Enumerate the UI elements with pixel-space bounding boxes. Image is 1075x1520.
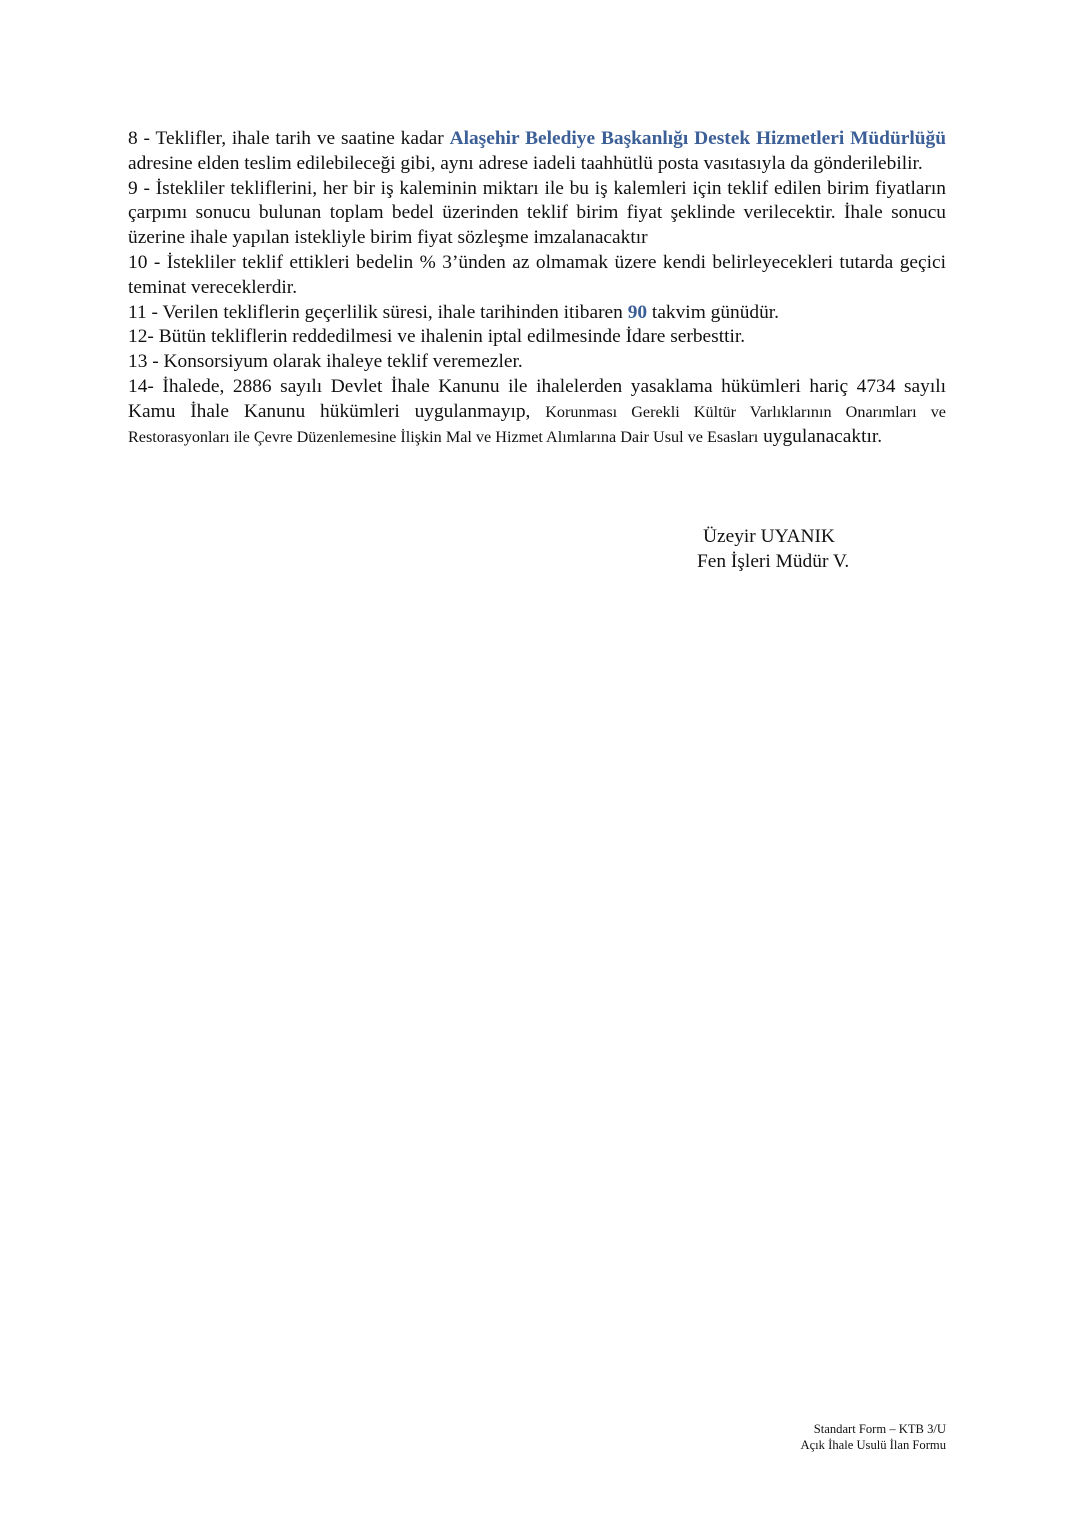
clause-11 <box>128 301 946 326</box>
clause-14 <box>128 375 946 449</box>
clause-13: 13 - Konsorsiyum olarak ihaleye teklif veremezler. <box>128 351 523 373</box>
clause-11-days-highlight: 90 <box>627 301 648 323</box>
footer-form-name: Açık İhale Usulü İlan Formu <box>800 1437 946 1452</box>
footer-form-code: Standart Form – KTB 3/U <box>813 1422 946 1436</box>
clause-11-text-before: 11 - Verilen tekliflerin geçerlilik süresi, ihale tarihinden itibaren <box>128 301 628 323</box>
clause-11-text-after: takvim günüdür. <box>647 301 780 323</box>
clause-14-regulation-name: Korunması Gerekli Kültür Varlıklarının Onarımları ve Restorasyonları ile Çevre Düzenlemesine İlişkin Mal ve Hizmet Alımlarına Dair Usul ve Esasları <box>128 402 946 446</box>
signature-block <box>697 525 849 575</box>
clause-12: 12- Bütün tekliflerin reddedilmesi ve ihalenin iptal edilmesinde İdare serbesttir. <box>128 326 746 348</box>
clause-8-text-before: 8 - Teklifler, ihale tarih ve saatine kadar <box>128 128 450 149</box>
clause-9: 9 - İstekliler tekliflerini, her bir iş kaleminin miktarı ile bu iş kalemleri için teklif edilen birim fiyatların çarpımı sonucu bulunan toplam bedel üzerinden teklif birim fiyat şeklinde verilecektir. İhale sonucu üzerine ihale yapılan istekliyle birim fiyat sözleşme imzalanacaktır <box>128 177 946 249</box>
clause-8 <box>128 127 946 177</box>
clause-8-text-after: adresine elden teslim edilebileceği gibi, aynı adrese iadeli taahhütlü posta vasıtasıyla da gönderilebilir. <box>128 152 923 174</box>
clause-10: 10 - İstekliler teklif ettikleri bedelin % 3’ünden az olmamak üzere kendi belirleyecekleri tutarda geçici teminat vereceklerdir. <box>128 251 946 298</box>
clause-14-text-after: uygulanacaktır. <box>758 425 883 447</box>
signatory-name: Üzeyir UYANIK <box>703 526 835 547</box>
document-body <box>128 127 946 449</box>
clause-14-text-before: 14- İhalede, 2886 sayılı Devlet İhale Kanunu ile ihalelerden yasaklama hükümleri hariç 4734 sayılı Kamu İhale Kanunu hükümleri uygulanmayıp, <box>128 375 946 422</box>
signatory-title: Fen İşleri Müdür V. <box>697 550 850 572</box>
clause-8-address-highlight: Alaşehir Belediye Başkanlığı Destek Hizmetleri Müdürlüğü <box>449 128 946 149</box>
form-footer <box>801 1422 947 1453</box>
